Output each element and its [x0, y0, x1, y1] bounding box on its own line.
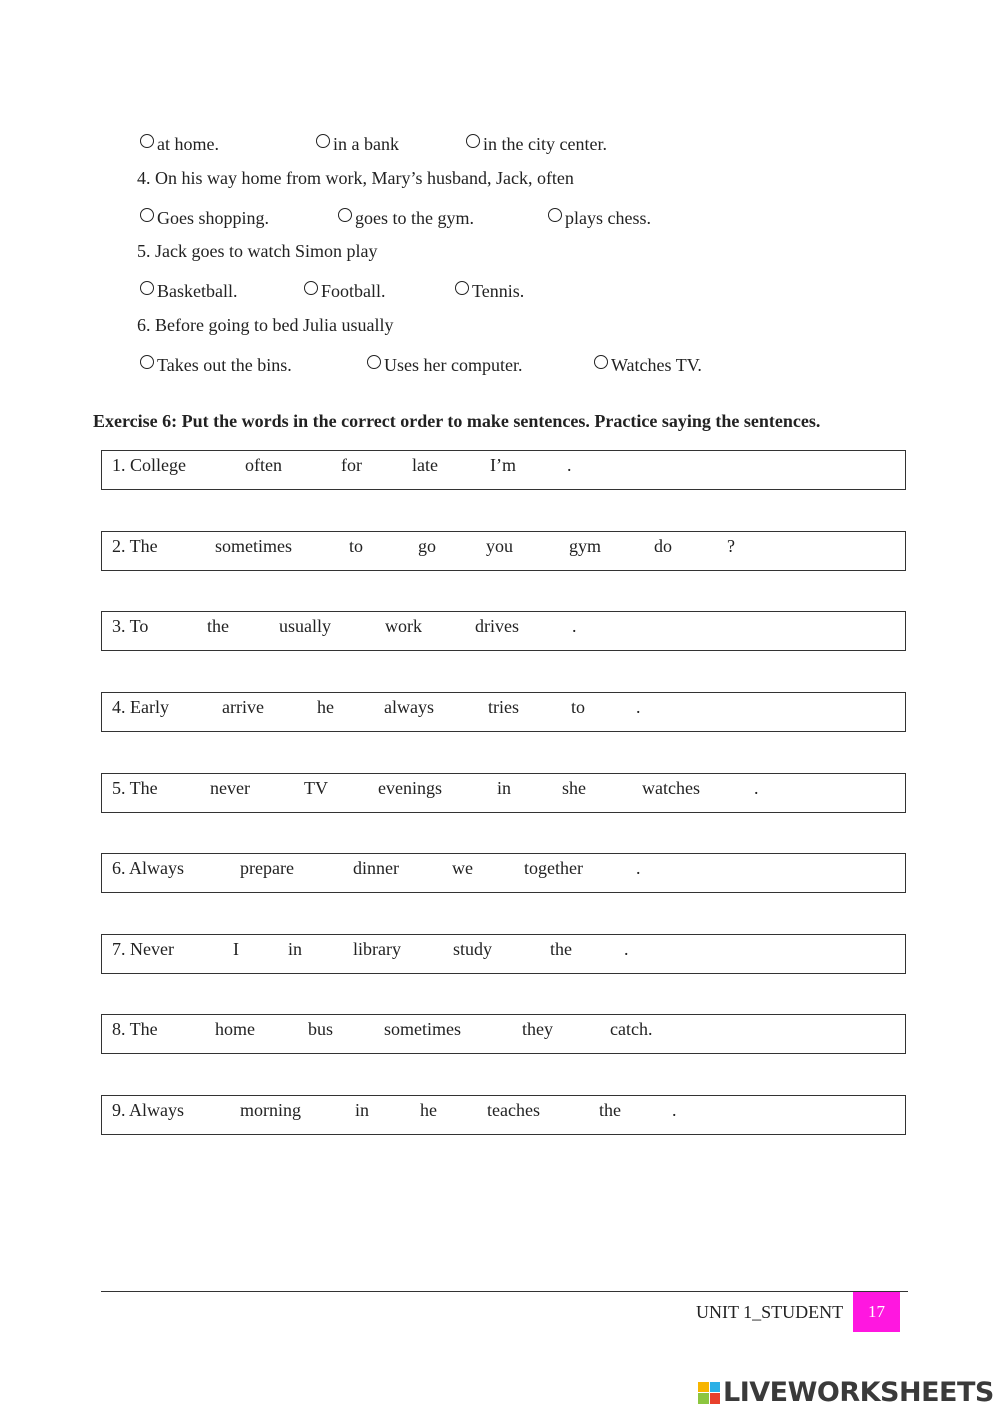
word-token: catch.	[610, 1019, 653, 1039]
word-token: prepare	[240, 858, 294, 878]
brand-name: LIVEWORKSHEETS	[723, 1377, 994, 1408]
word-token: the	[599, 1100, 621, 1120]
footer-divider	[101, 1291, 908, 1292]
word-token: gym	[569, 536, 602, 556]
word-token: study	[453, 939, 493, 959]
q5-option-3[interactable]: Tennis.	[455, 281, 524, 302]
word-token: always	[384, 697, 434, 717]
word-token: go	[418, 536, 436, 556]
word-token: .	[672, 1100, 677, 1120]
word-token: ?	[727, 536, 735, 556]
word-token: often	[245, 455, 282, 475]
q4-option-3[interactable]: plays chess.	[548, 208, 651, 229]
sentence-box-2[interactable]	[101, 531, 906, 571]
word-token: usually	[279, 616, 331, 636]
word-token: 9. Always	[112, 1100, 184, 1120]
q5-option-2[interactable]: Football.	[304, 281, 386, 302]
word-token: he	[317, 697, 334, 717]
word-token: .	[754, 778, 759, 798]
word-token: you	[486, 536, 513, 556]
word-token: in	[288, 939, 303, 959]
word-token: .	[636, 858, 641, 878]
radio-icon[interactable]	[548, 208, 562, 222]
word-token: the	[550, 939, 572, 959]
word-token: sometimes	[384, 1019, 461, 1039]
radio-icon[interactable]	[304, 281, 318, 295]
word-token: tries	[488, 697, 519, 717]
word-token: she	[562, 778, 586, 798]
word-token: drives	[475, 616, 519, 636]
footer-unit-label: UNIT 1_STUDENT	[696, 1302, 844, 1322]
q5-option-1[interactable]: Basketball.	[140, 281, 237, 302]
radio-icon[interactable]	[367, 355, 381, 369]
q6-option-1[interactable]: Takes out the bins.	[140, 355, 292, 376]
radio-icon[interactable]	[140, 281, 154, 295]
word-token: TV	[304, 778, 328, 798]
page-number-badge: 17	[853, 1292, 900, 1332]
sentence-box-9[interactable]	[101, 1095, 906, 1135]
sentence-box-1[interactable]	[101, 450, 906, 490]
sentence-box-6[interactable]	[101, 853, 906, 893]
word-token: evenings	[378, 778, 442, 798]
radio-icon[interactable]	[140, 355, 154, 369]
word-token: I’m	[490, 455, 516, 475]
word-token: in	[497, 778, 512, 798]
word-token: 2. The	[112, 536, 158, 556]
question-4: 4. On his way home from work, Mary’s husband, Jack, often	[137, 168, 574, 188]
word-token: he	[420, 1100, 437, 1120]
word-token: 1. College	[112, 455, 186, 475]
word-token: 5. The	[112, 778, 158, 798]
q3-option-2[interactable]: in a bank	[316, 134, 399, 155]
liveworksheets-brand	[698, 1377, 994, 1408]
word-token: morning	[240, 1100, 301, 1120]
word-token: watches	[642, 778, 700, 798]
radio-icon[interactable]	[140, 134, 154, 148]
sentence-box-7[interactable]	[101, 934, 906, 974]
word-token: dinner	[353, 858, 399, 878]
radio-icon[interactable]	[316, 134, 330, 148]
sentence-box-5[interactable]	[101, 773, 906, 813]
word-token: 6. Always	[112, 858, 184, 878]
question-5: 5. Jack goes to watch Simon play	[137, 241, 378, 261]
word-token: .	[567, 455, 572, 475]
radio-icon[interactable]	[455, 281, 469, 295]
liveworksheets-logo-icon	[698, 1382, 720, 1404]
word-token: in	[355, 1100, 370, 1120]
word-token: late	[412, 455, 438, 475]
word-token: to	[571, 697, 586, 717]
radio-icon[interactable]	[594, 355, 608, 369]
word-token: library	[353, 939, 401, 959]
sentence-box-3[interactable]	[101, 611, 906, 651]
word-token: sometimes	[215, 536, 292, 556]
q6-option-3[interactable]: Watches TV.	[594, 355, 702, 376]
question-6: 6. Before going to bed Julia usually	[137, 315, 394, 335]
word-token: to	[349, 536, 364, 556]
word-token: .	[572, 616, 577, 636]
word-token: never	[210, 778, 250, 798]
word-token: 3. To	[112, 616, 149, 636]
q3-option-1[interactable]: at home.	[140, 134, 219, 155]
word-token: .	[636, 697, 641, 717]
radio-icon[interactable]	[338, 208, 352, 222]
sentence-box-4[interactable]	[101, 692, 906, 732]
word-token: home	[215, 1019, 255, 1039]
word-token: I	[233, 939, 239, 959]
word-token: 7. Never	[112, 939, 174, 959]
q6-option-2[interactable]: Uses her computer.	[367, 355, 522, 376]
sentence-box-8[interactable]	[101, 1014, 906, 1054]
word-token: 4. Early	[112, 697, 169, 717]
word-token: for	[341, 455, 362, 475]
word-token: they	[522, 1019, 553, 1039]
word-token: work	[385, 616, 422, 636]
radio-icon[interactable]	[140, 208, 154, 222]
q3-option-3[interactable]: in the city center.	[466, 134, 607, 155]
radio-icon[interactable]	[466, 134, 480, 148]
word-token: do	[654, 536, 672, 556]
word-token: teaches	[487, 1100, 540, 1120]
word-token: arrive	[222, 697, 264, 717]
word-token: 8. The	[112, 1019, 158, 1039]
exercise-6-title: Exercise 6: Put the words in the correct order to make sentences. Practice saying the sentences.	[93, 411, 821, 431]
word-token: bus	[308, 1019, 334, 1039]
word-token: we	[452, 858, 473, 878]
word-token: the	[207, 616, 229, 636]
word-token: together	[524, 858, 583, 878]
q4-option-2[interactable]: goes to the gym.	[338, 208, 474, 229]
word-token: .	[624, 939, 629, 959]
q4-option-1[interactable]: Goes shopping.	[140, 208, 269, 229]
